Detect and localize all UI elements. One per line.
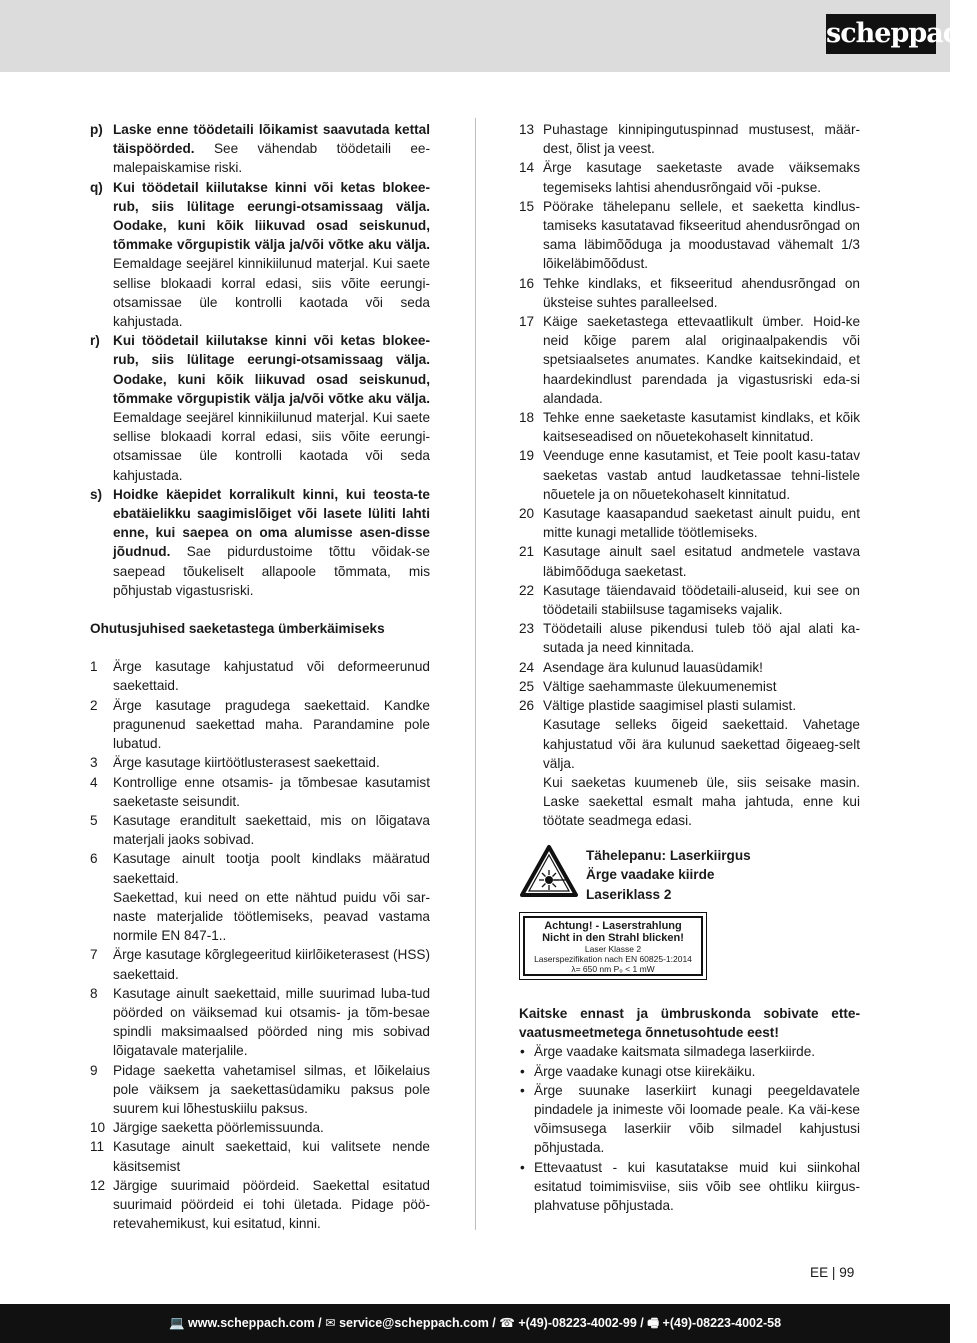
laser-class-label bbox=[519, 912, 707, 980]
item-number: 20 bbox=[519, 506, 535, 522]
laser-label-line: Laser Klasse 2 bbox=[584, 944, 642, 955]
item-bold-text: Kui töödetail kiilutakse kinni või ketas blokee-rub, siis lülitage eerungi-otsamissaag välja. Oodake, kuni kõik liikuvad osad seiskunud, tõmmake võrgupistik välja ja/või võtke aku välja. bbox=[113, 179, 430, 253]
item-mark: q) bbox=[90, 179, 103, 195]
numbered-item bbox=[519, 677, 860, 696]
page-number: EE | 99 bbox=[810, 1265, 855, 1280]
item-number: 3 bbox=[90, 755, 98, 771]
list-item bbox=[90, 120, 430, 178]
list-item bbox=[90, 485, 430, 600]
fax-number: +(49)-08223-4002-58 bbox=[662, 1316, 782, 1330]
numbered-item bbox=[90, 753, 430, 772]
bullet-item: • Ärge vaadake kaitsmata silmadega laserkiirde. bbox=[520, 1044, 816, 1060]
item-bold-text: Laske enne töödetaili lõikamist saavutada kettal täispöörded. bbox=[113, 122, 430, 157]
bullet-item: • Ärge vaadake kunagi otse kiirekäiku. bbox=[520, 1063, 756, 1079]
protect-heading: Kaitske ennast ja ümbruskonda sobivate ette-vaatusmeetmetega õnnetusohtude eest! bbox=[519, 1006, 860, 1041]
numbered-item bbox=[90, 811, 430, 849]
phone-icon: ☎ bbox=[499, 1316, 515, 1330]
laser-warning-line: Laseriklass 2 bbox=[586, 886, 672, 902]
item-number: 7 bbox=[90, 947, 98, 963]
item-text: Asendage ära kulunud lauasüdamik! bbox=[543, 659, 763, 675]
list-item bbox=[90, 178, 430, 332]
laser-label-line: Achtung! - Laserstrahlung bbox=[544, 920, 682, 933]
item-text: Järgige saeketta pöörlemissuunda. bbox=[113, 1120, 324, 1136]
page-header bbox=[0, 0, 977, 72]
numbered-item bbox=[90, 1118, 430, 1137]
numbered-item bbox=[519, 158, 860, 196]
item-text: Kasutage täiendavaid töödetaili-aluseid, kui see on töödetaili stabiilsuse tagamiseks vajalik. bbox=[543, 582, 860, 618]
item-extra-text: Kasutage selleks õigeid saekettaid. Vahetage kahjustatud või ära kulunud saekettad õigeaeg-selt välja. bbox=[543, 717, 860, 771]
item-text: Töödetaili aluse pikendusi tuleb töö ajal alati ka-sutada ja need kinnitada. bbox=[543, 621, 860, 656]
item-text: Kasutage ainult tootja poolt kindlaks määratud saekettaid. bbox=[113, 851, 430, 886]
item-text: Puhastage kinnipingutuspinnad mustusest, määr-dest, õlist ja veest. bbox=[543, 122, 860, 157]
phone-number: +(49)-08223-4002-99 bbox=[518, 1316, 637, 1330]
numbered-item bbox=[519, 197, 860, 274]
item-text: Pöörake tähelepanu sellele, et saeketta kindlus-tamiseks kasutatavad fikseeritud ahendusrõngad on sama läbimõõduga ja moodustavad vähemalt 1/3 lõikeläbimõõdust. bbox=[543, 198, 860, 272]
item-number: 17 bbox=[519, 314, 535, 330]
numbered-item bbox=[90, 1061, 430, 1119]
item-text: Kasutage ainult sael esitatud andmetele vastava läbimõõduga saeketast. bbox=[543, 544, 860, 579]
item-number: 22 bbox=[519, 582, 535, 598]
item-extra-text: Saekettad, kui need on ette nähtud puidu või sar-naste materjalide töötlemiseks, peavad vastama normile EN 847-1.. bbox=[113, 889, 430, 944]
item-text: Tehke kindlaks, et fikseeritud ahendusrõngad on üksteise suhtes paralleelsed. bbox=[543, 275, 860, 310]
left-column bbox=[90, 120, 430, 1233]
item-text: Kasutage kaasapandud saeketast ainult puidu, ent mitte kunagi metallide töötlemiseks. bbox=[543, 506, 860, 541]
bullet-item: • Ettevaatust - kui kasutatakse muid kui siinkohal esitatud toimimisviise, siis võib see ohtliku kiirgus-plahvatuse põhjustada. bbox=[520, 1159, 860, 1214]
item-text: Ärge kasutage saeketaste avade väiksemaks tegemiseks lahtisi ahendusrõngaid või -pukse. bbox=[543, 160, 860, 195]
item-number: 23 bbox=[519, 621, 535, 637]
bullet-item: • Ärge suunake laserkiirt kunagi peegeldavatele pindadele ja inimeste või loomade peale. Ka väi-kese võimsusega laserkiir võib silmadel kahjustusi põhjustada. bbox=[520, 1082, 860, 1156]
numbered-item bbox=[519, 274, 860, 312]
numbered-item bbox=[90, 945, 430, 983]
computer-icon: 💻 bbox=[168, 1316, 185, 1330]
fax-icon: 🖷 bbox=[647, 1316, 660, 1330]
item-bold-text: Hoidke käepidet korralikult kinni, kui teosta-te ebatäielikku saagimislõiget või lasete lüliti lahti enne, kui saepea on oma alumisse asen-disse jõudnud. bbox=[113, 486, 430, 560]
item-text: Kasutage eranditult saekettaid, mis on lõigatava materjali jaoks sobivad. bbox=[113, 812, 430, 848]
item-text: Eemaldage seejärel kinnikiilunud materjal. Kui saete sellise blokaadi korral edasi, siis võite eerungi-otsamissae üle kontrolli kaotada või seda kahjustada. bbox=[113, 256, 430, 330]
right-column bbox=[519, 120, 860, 1215]
item-extra-text: Kui saeketas kuumeneb üle, siis seisake masin. Laske saekettal esmalt maha jahtuda, enne kui töötate seadmega edasi. bbox=[543, 774, 860, 829]
item-number: 15 bbox=[519, 198, 535, 214]
item-number: 8 bbox=[90, 985, 98, 1001]
item-text: Kasutage ainult saekettaid, mille suurimad luba-tud pöörded on väiksemad kui otsamis- ja tõm-besae spindli maksimaalsed pöörded ning mis sobivad lõigatavale materjalile. bbox=[113, 985, 430, 1059]
item-text: Kontrollige enne otsamis- ja tõmbesae kasutamist saeketaste seisundit. bbox=[113, 774, 430, 809]
item-text: Järgige suurimaid pöördeid. Saekettal esitatud suurimaid pöördeid ei tohi ületada. Pidage pöö-retevahemikust, kui esitatud, kinni. bbox=[113, 1177, 430, 1232]
item-number: 16 bbox=[519, 275, 535, 291]
laser-hazard-icon bbox=[519, 844, 579, 898]
numbered-item bbox=[90, 1137, 430, 1175]
numbered-item bbox=[90, 984, 430, 1061]
item-text: Ärge kasutage pragudega saekettaid. Kandke pragunenud saekettad maha. Parandamine pole lubatud. bbox=[113, 697, 430, 752]
item-number: 13 bbox=[519, 122, 535, 137]
bullet-text: Ärge suunake laserkiirt kunagi peegeldavatele pindadele ja inimeste või loomade peale. Ka väi-kese võimsusega laserkiir võib silmadel kahjustusi põhjustada. bbox=[534, 1082, 860, 1156]
numbered-item bbox=[519, 542, 860, 580]
item-number: 6 bbox=[90, 851, 98, 867]
numbered-item bbox=[519, 619, 860, 657]
laser-warning bbox=[519, 844, 860, 905]
scheppach-logo: scheppach bbox=[826, 14, 936, 54]
item-mark: r) bbox=[90, 333, 100, 349]
item-number: 1 bbox=[90, 659, 98, 675]
laser-warning-line: Tähelepanu: Laserkiirgus bbox=[586, 847, 751, 863]
item-text: Vältige saehammaste ülekuumenemist bbox=[543, 678, 777, 694]
numbered-item bbox=[90, 696, 430, 754]
numbered-item bbox=[90, 657, 430, 695]
item-text: Eemaldage seejärel kinnikiilunud materjal. Kui saete sellise blokaadi korral edasi, siis võite eerungi-otsamissae üle kontrolli kaotada või seda kahjustada. bbox=[113, 410, 430, 483]
email-link[interactable]: service@scheppach.com bbox=[339, 1316, 489, 1330]
numbered-item bbox=[519, 312, 860, 408]
numbered-item bbox=[90, 849, 430, 945]
item-number: 18 bbox=[519, 410, 535, 426]
laser-label-line: λ= 650 nm P₀ < 1 mW bbox=[571, 964, 655, 975]
item-number: 11 bbox=[90, 1139, 105, 1155]
item-number: 24 bbox=[519, 659, 535, 675]
item-bold-text: Kui töödetail kiilutakse kinni või ketas blokee-rub, siis lülitage eerungi-otsamissaag välja. Oodake, kuni kõik liikuvad osad seiskunud, tõmmake võrgupistik välja ja/või võtke aku välja. bbox=[113, 333, 430, 406]
numbered-item bbox=[519, 446, 860, 504]
section-title: Ohutusjuhised saeketastega ümberkäimiseks bbox=[90, 621, 385, 637]
page-footer: 💻 www.scheppach.com / ✉ service@scheppach.com / ☎ +(49)-08223-4002-99 / 🖷 +(49)-08223-4002-58 bbox=[0, 1304, 950, 1343]
numbered-item bbox=[519, 581, 860, 619]
item-number: 19 bbox=[519, 448, 535, 464]
numbered-item bbox=[519, 120, 860, 158]
item-text: Vältige plastide saagimisel plasti sulamist. bbox=[543, 698, 797, 714]
item-number: 26 bbox=[519, 698, 535, 714]
list-item bbox=[90, 331, 430, 485]
numbered-item bbox=[90, 1176, 430, 1234]
item-text: Tehke enne saeketaste kasutamist kindlaks, et kõik kaitseseadised on nõuetekohaselt kinnitatud. bbox=[543, 410, 860, 445]
numbered-item bbox=[519, 658, 860, 677]
numbered-item bbox=[519, 408, 860, 446]
item-number: 5 bbox=[90, 812, 98, 828]
item-number: 12 bbox=[90, 1177, 106, 1193]
laser-label-line: Nicht in den Strahl blicken! bbox=[542, 932, 684, 945]
numbered-item bbox=[90, 773, 430, 811]
item-text: Sae pidurdustoime tõttu võidak-se saepead tõukeliselt allapoole tõmmata, mis põhjustab vigastusriski. bbox=[113, 544, 430, 598]
mail-icon: ✉ bbox=[325, 1316, 336, 1330]
item-number: 9 bbox=[90, 1062, 98, 1078]
column-divider bbox=[475, 118, 476, 1230]
item-text: Veenduge enne kasutamist, et Teie poolt kasu-tatav saeketas vastab antud laudketassae tehni-listele nõuetele ja on nõuetekohaselt kinnitatud. bbox=[543, 448, 860, 502]
item-text: Käige saeketastega ettevaatlikult ümber. Hoid-ke neid kõige parem alal originaalpakendis või spetsiaalsetes anumates. Kandke kaitsekindaid, et haardekindlust parendada ja vigastusriski eda-si alandada. bbox=[543, 314, 860, 406]
item-number: 21 bbox=[519, 544, 535, 560]
item-text: See vähendab töödetaili ee-malepaiskamise riski. bbox=[113, 141, 430, 176]
item-text: Pidage saeketta vahetamisel silmas, et lõikelaius pole väiksem ja saekettasüdamiku paksus pole suurem kui lõhestuskiilu paksus. bbox=[113, 1062, 430, 1116]
item-number: 25 bbox=[519, 678, 535, 694]
item-number: 2 bbox=[90, 697, 98, 713]
item-mark: s) bbox=[90, 486, 103, 502]
item-mark: p) bbox=[90, 122, 103, 137]
numbered-item bbox=[519, 696, 860, 830]
laser-warning-line: Ärge vaadake kiirde bbox=[586, 867, 715, 883]
bullet-text: Ärge vaadake kunagi otse kiirekäiku. bbox=[534, 1063, 756, 1079]
website-link[interactable]: www.scheppach.com bbox=[188, 1316, 315, 1330]
item-text: Kasutage ainult saekettaid, kui valitsete nende käsitsemist bbox=[113, 1139, 430, 1174]
item-text: Ärge kasutage kõrglegeeritud kiirlõiketerasest (HSS) saekettaid. bbox=[113, 947, 430, 982]
bullet-text: Ettevaatust - kui kasutatakse muid kui siinkohal esitatud toimimisviise, siis võib see ohtliku kiirgus-plahvatuse põhjustada. bbox=[534, 1159, 860, 1214]
laser-label-line: Laserspezifikation nach EN 60825-1:2014 bbox=[534, 954, 692, 965]
item-number: 4 bbox=[90, 774, 98, 790]
item-text: Ärge kasutage kiirtöötlusterasest saekettaid. bbox=[113, 755, 380, 771]
item-number: 14 bbox=[519, 160, 535, 176]
bullet-text: Ärge vaadake kaitsmata silmadega laserkiirde. bbox=[534, 1044, 816, 1060]
item-number: 10 bbox=[90, 1120, 106, 1136]
numbered-item bbox=[519, 504, 860, 542]
item-text: Ärge kasutage kahjustatud või deformeerunud saekettaid. bbox=[113, 659, 430, 694]
